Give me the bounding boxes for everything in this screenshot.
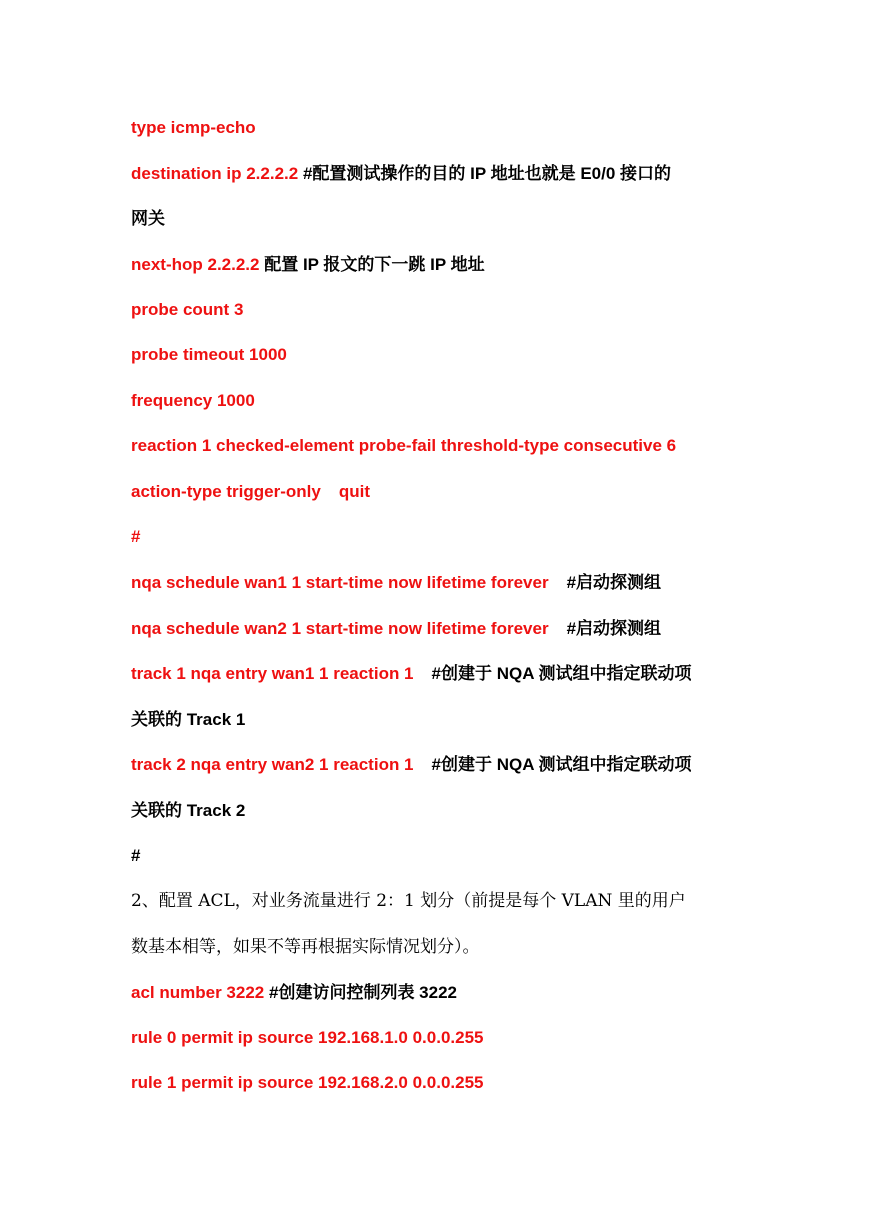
config-comment: 关联的 Track 2 [131,801,246,820]
config-command: frequency 1000 [131,391,255,410]
config-line-rule-0 [131,1027,483,1049]
config-line-separator [131,845,140,867]
config-line-continuation [131,800,245,822]
config-line-probe-timeout [131,344,287,366]
config-line-nqa-schedule-wan1 [131,572,661,594]
body-text: 2、配置 ACL，对业务流量进行 2：1 划分（前提是每个 VLAN 里的用户 [131,891,686,911]
config-line-nqa-schedule-wan2 [131,618,661,640]
config-line-reaction [131,435,676,457]
config-line-probe-count [131,299,243,321]
config-comment: #创建于 NQA 测试组中指定联动项 [431,664,692,683]
config-line-frequency [131,390,255,412]
config-comment: #启动探测组 [566,573,662,592]
config-command: track 1 nqa entry wan1 1 reaction 1 [131,664,414,683]
config-comment: #启动探测组 [566,619,662,638]
config-command: acl number 3222 [131,983,265,1002]
config-comment: 网关 [131,209,165,228]
config-line-separator [131,526,140,548]
config-separator: # [131,527,141,546]
config-comment: 配置 IP 报文的下一跳 IP 地址 [264,255,485,274]
section-heading-acl-continued [131,936,480,958]
config-command: nqa schedule wan1 1 start-time now lifetime forever [131,573,549,592]
config-comment: #创建于 NQA 测试组中指定联动项 [431,755,692,774]
config-line-continuation [131,208,165,230]
config-comment: #配置测试操作的目的 IP 地址也就是 E0/0 接口的 [302,164,672,183]
section-heading-acl [131,890,686,912]
config-line-rule-1 [131,1072,483,1094]
config-command: rule 1 permit ip source 192.168.2.0 0.0.0.255 [131,1073,484,1092]
config-command: next-hop 2.2.2.2 [131,255,260,274]
config-line-track-2 [131,754,692,776]
body-text: 数基本相等，如果不等再根据实际情况划分）。 [131,937,480,957]
config-command: track 2 nqa entry wan2 1 reaction 1 [131,755,414,774]
config-command: nqa schedule wan2 1 start-time now lifetime forever [131,619,549,638]
config-command: rule 0 permit ip source 192.168.1.0 0.0.0.255 [131,1028,484,1047]
config-command: reaction 1 checked-element probe-fail threshold-type consecutive 6 [131,436,677,455]
config-command: destination ip 2.2.2.2 [131,164,299,183]
config-line-next-hop [131,254,485,276]
config-command: probe count 3 [131,300,244,319]
config-comment: 关联的 Track 1 [131,710,246,729]
config-command: type icmp-echo [131,118,256,137]
config-line-type [131,117,256,139]
config-line-continuation [131,709,245,731]
config-line-acl-number [131,982,457,1004]
config-separator: # [131,846,141,865]
config-line-track-1 [131,663,692,685]
config-command: probe timeout 1000 [131,345,287,364]
config-comment: #创建访问控制列表 3222 [268,983,457,1002]
config-command-quit: quit [338,482,371,501]
config-command: action-type trigger-only [131,482,321,501]
config-line-action-type [131,481,370,503]
config-line-destination [131,163,671,185]
